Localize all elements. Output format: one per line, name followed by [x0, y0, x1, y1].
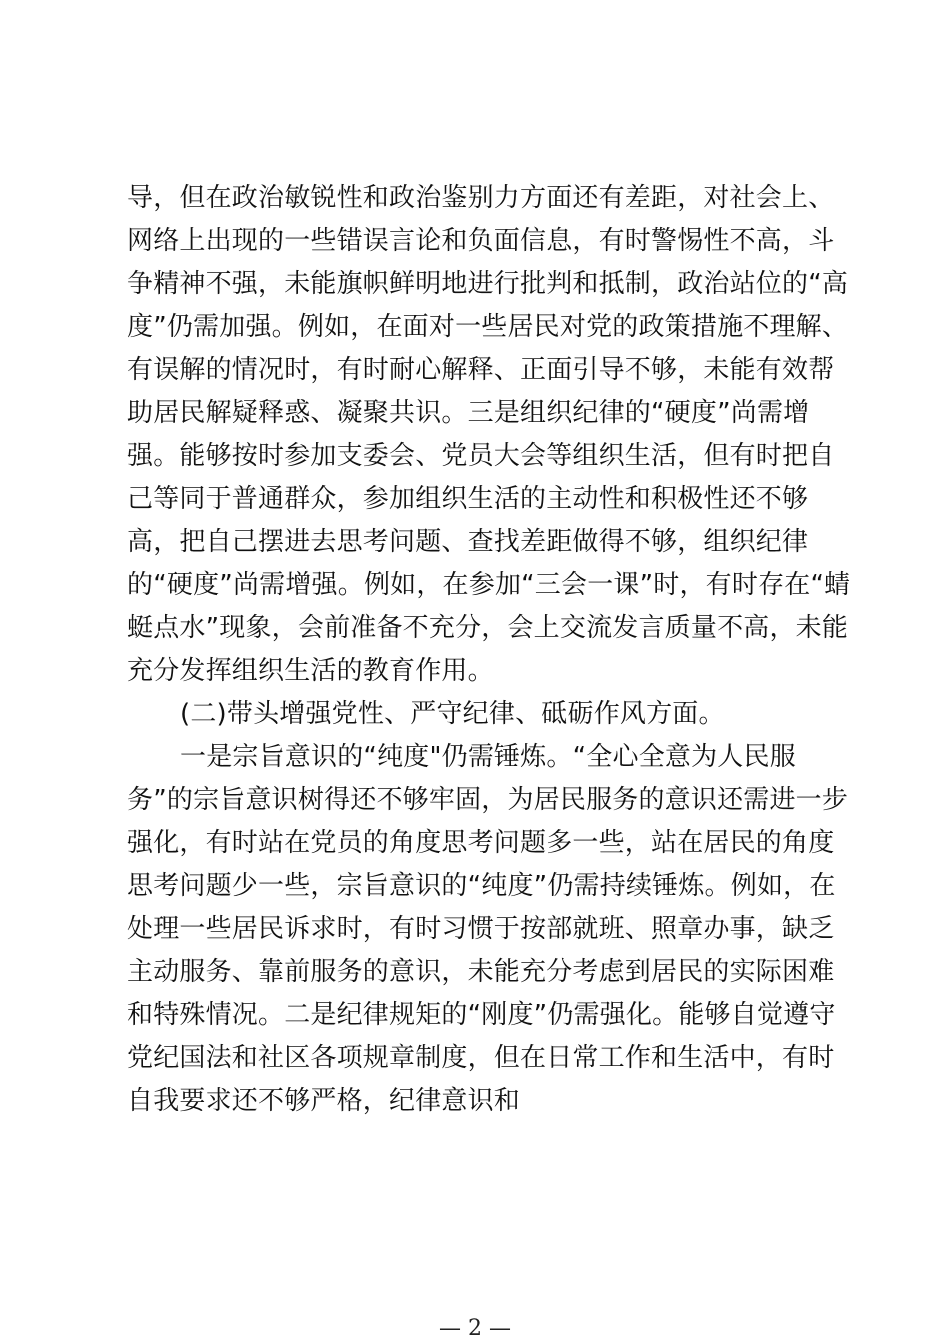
- section-heading: (二)带头增强党性、严守纪律、砥砺作风方面。: [180, 699, 725, 729]
- body-text-line: 己等同于普通群众，参加组织生活的主动性和积极性还不够: [127, 484, 809, 514]
- body-text-line: 主动服务、靠前服务的意识，未能充分考虑到居民的实际困难: [127, 957, 835, 987]
- body-text-line: 的“硬度”尚需增强。例如，在参加“三会一课”时，有时存在“蜻: [127, 570, 851, 600]
- body-text-line: 自我要求还不够严格，纪律意识和: [127, 1086, 521, 1116]
- body-text-line: 充分发挥组织生活的教育作用。: [127, 656, 494, 686]
- body-text-line: 争精神不强，未能旗帜鲜明地进行批判和抵制，政治站位的“高: [127, 269, 849, 299]
- body-text-line: 有误解的情况时，有时耐心解释、正面引导不够，未能有效帮: [127, 355, 835, 385]
- body-text-line: 和特殊情况。二是纪律规矩的“刚度”仍需强化。能够自觉遵守: [127, 1000, 836, 1030]
- body-text-line: 处理一些居民诉求时，有时习惯于按部就班、照章办事，缺乏: [127, 914, 835, 944]
- body-text-line: 导，但在政治敏锐性和政治鉴别力方面还有差距，对社会上、: [127, 183, 835, 213]
- body-text-line: 强。能够按时参加支委会、党员大会等组织生活，但有时把自: [127, 441, 835, 471]
- body-text-line: 高，把自己摆进去思考问题、查找差距做得不够，组织纪律: [127, 527, 809, 557]
- body-text-line: 网络上出现的一些错误言论和负面信息，有时警惕性不高，斗: [127, 226, 835, 256]
- body-text-line: 度”仍需加强。例如，在面对一些居民对党的政策措施不理解、: [127, 312, 849, 342]
- body-text-line: 思考问题少一些，宗旨意识的“纯度”仍需持续锤炼。例如，在: [127, 871, 836, 901]
- body-text-line: 助居民解疑释惑、凝聚共识。三是组织纪律的“硬度”尚需增: [127, 398, 810, 428]
- body-text-line: 蜓点水”现象，会前准备不充分，会上交流发言质量不高，未能: [127, 613, 849, 643]
- page-number: — 2 —: [439, 1316, 511, 1341]
- body-text-line: 党纪国法和社区各项规章制度，但在日常工作和生活中，有时: [127, 1043, 835, 1073]
- body-text-line: 务”的宗旨意识树得还不够牢固，为居民服务的意识还需进一步: [127, 785, 849, 815]
- body-text-line: 强化，有时站在党员的角度思考问题多一些，站在居民的角度: [127, 828, 835, 858]
- paragraph-first-line: 一是宗旨意识的“纯度"仍需锤炼。“全心全意为人民服: [180, 742, 796, 772]
